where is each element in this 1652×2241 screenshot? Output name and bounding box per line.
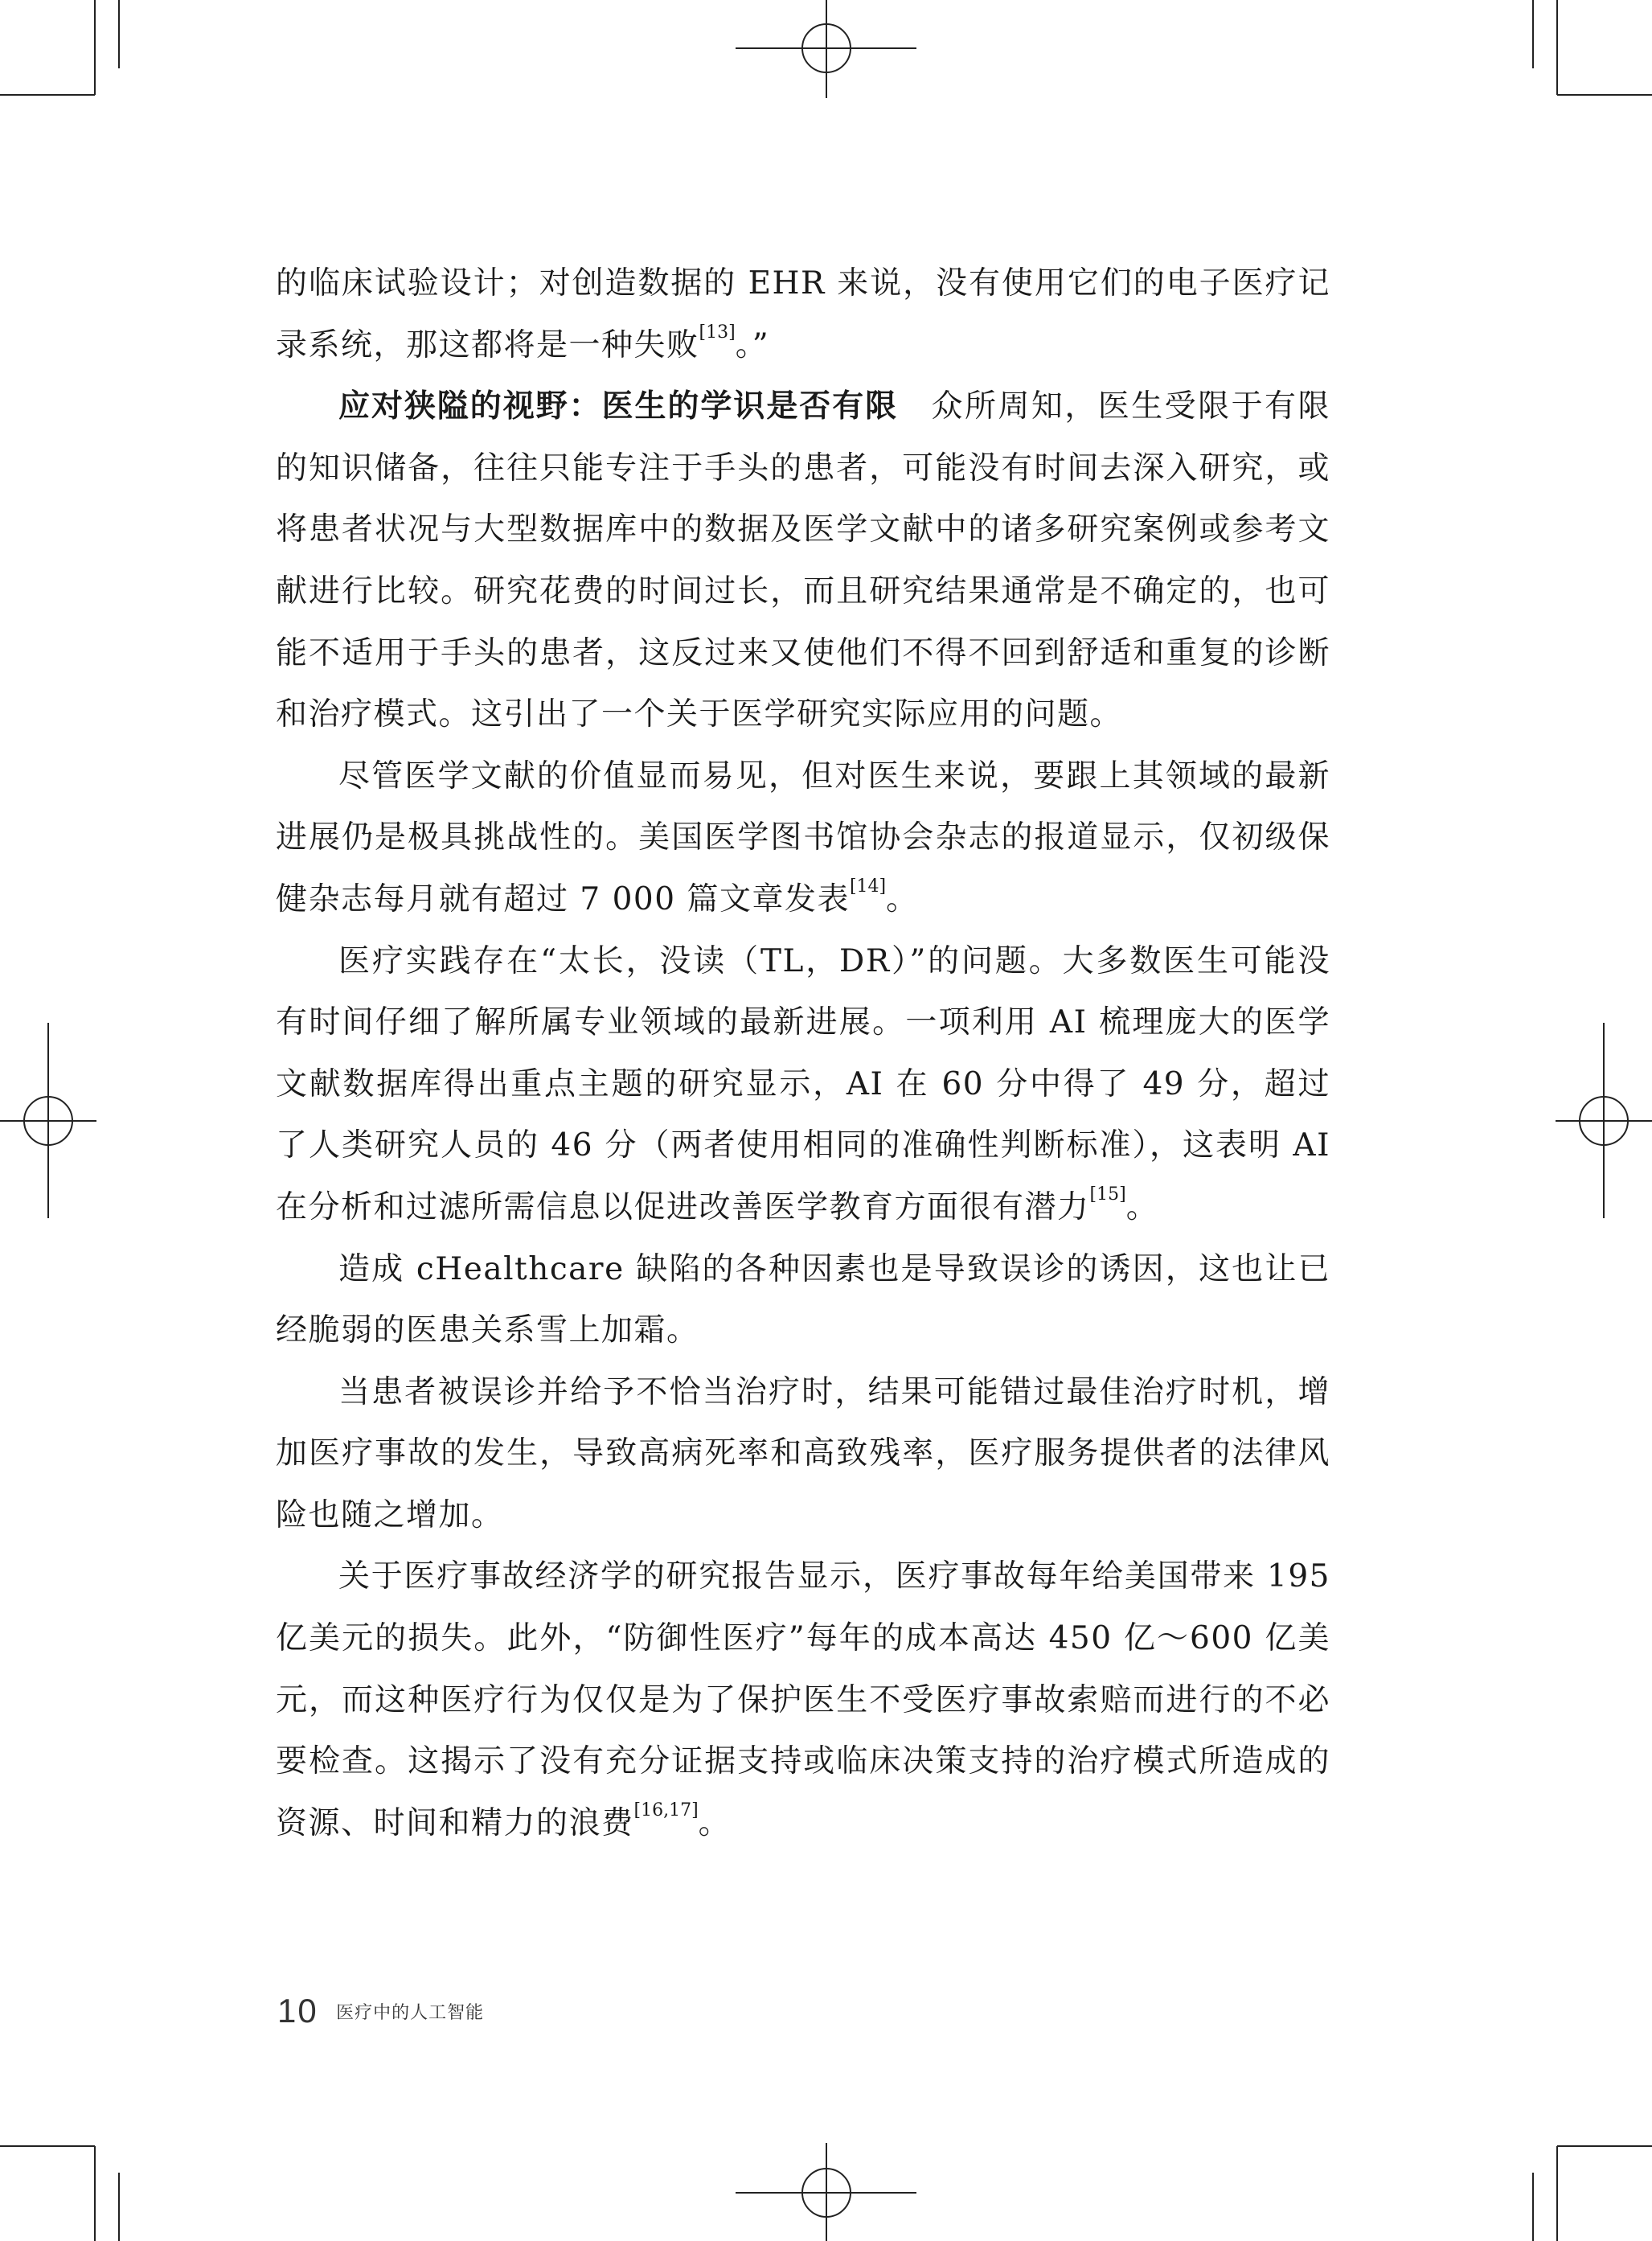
- registration-mark-right: [1556, 1023, 1652, 1218]
- body-text: [276, 253, 1330, 1854]
- paragraph-text: 。”: [735, 326, 770, 363]
- page-number: 10: [277, 1992, 318, 2030]
- paragraph: [276, 376, 1330, 746]
- citation-ref: [14]: [849, 876, 887, 897]
- running-title: 医疗中的人工智能: [336, 2001, 485, 2022]
- paragraph-text: 。: [886, 880, 919, 917]
- page-footer: [277, 1992, 484, 2030]
- paragraph-text: 。: [698, 1804, 732, 1841]
- registration-mark-bottom: [736, 2143, 916, 2241]
- paragraph: [276, 1546, 1330, 1854]
- paragraph: [276, 746, 1330, 931]
- paragraph: [276, 931, 1330, 1239]
- paragraph-text: 当患者被误诊并给予不恰当治疗时，结果可能错过最佳治疗时机，增加医疗事故的发生，导致高病死率和高致残率，医疗服务提供者的法律风险也随之增加。: [276, 1373, 1330, 1533]
- paragraph-text: 关于医疗事故经济学的研究报告显示，医疗事故每年给美国带来 195 亿美元的损失。此外，“防御性医疗”每年的成本高达 450 亿～600 亿美元，而这种医疗行为仅仅是为了保护医生不受医疗事故索赔而进行的不必要检查。这揭示了没有充分证据支持或临床决策支持的治疗模式所造成的资源、时间和精力的浪费: [276, 1558, 1330, 1841]
- section-heading: 应对狭隘的视野：医生的学识是否有限: [338, 388, 899, 425]
- paragraph-text: 尽管医学文献的价值显而易见，但对医生来说，要跟上其领域的最新进展仍是极具挑战性的。美国医学图书馆协会杂志的报道显示，仅初级保健杂志每月就有超过 7 000 篇文章发表: [276, 757, 1330, 917]
- paragraph: [276, 1362, 1330, 1547]
- paragraph-text: 医疗实践存在“太长，没读（TL，DR）”的问题。大多数医生可能没有时间仔细了解所属专业领域的最新进展。一项利用 AI 梳理庞大的医学文献数据库得出重点主题的研究显示，AI 在 60 分中得了 49 分，超过了人类研究人员的 46 分（两者使用相同的准确性判断标准），这表明 AI 在分析和过滤所需信息以促进改善医学教育方面很有潜力: [276, 942, 1330, 1225]
- registration-mark-top: [736, 0, 916, 98]
- citation-ref: [15]: [1089, 1184, 1126, 1205]
- citation-ref: [13]: [699, 322, 736, 343]
- paragraph-text: 的临床试验设计；对创造数据的 EHR 来说，没有使用它们的电子医疗记录系统，那这都将是一种失败: [276, 265, 1330, 363]
- registration-mark-left: [0, 1023, 96, 1218]
- citation-ref: [16,17]: [633, 1800, 699, 1820]
- paragraph-text: 造成 cHealthcare 缺陷的各种因素也是导致误诊的诱因，这也让已经脆弱的医患关系雪上加霜。: [276, 1250, 1330, 1349]
- paragraph-text: 。: [1125, 1188, 1159, 1225]
- paragraph: [276, 1239, 1330, 1362]
- paragraph-text: 众所周知，医生受限于有限的知识储备，往往只能专注于手头的患者，可能没有时间去深入研究，或将患者状况与大型数据库中的数据及医学文献中的诸多研究案例或参考文献进行比较。研究花费的时间过长，而且研究结果通常是不确定的，也可能不适用于手头的患者，这反过来又使他们不得不回到舒适和重复的诊断和治疗模式。这引出了一个关于医学研究实际应用的问题。: [276, 388, 1330, 733]
- paragraph: [276, 253, 1330, 376]
